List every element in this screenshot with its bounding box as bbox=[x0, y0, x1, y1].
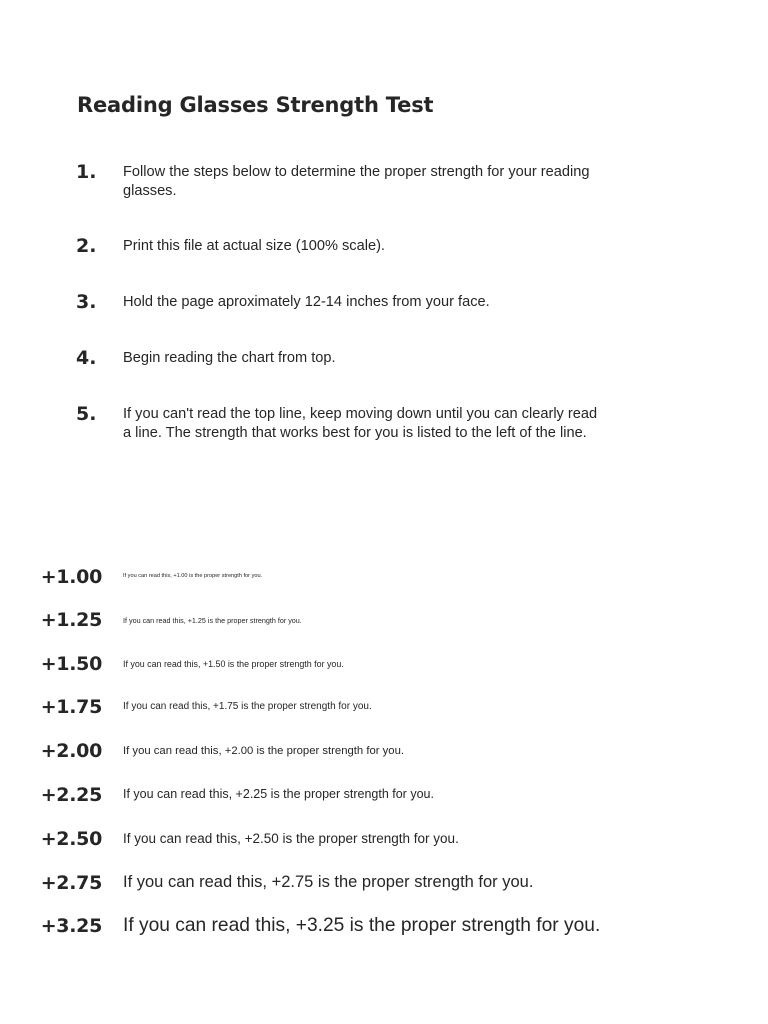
strength-label: +1.00 bbox=[40, 566, 102, 588]
step-number: 4. bbox=[76, 347, 97, 369]
sample-line: If you can read this, +1.25 is the proper strength for you. bbox=[123, 616, 302, 625]
strength-label: +1.25 bbox=[40, 609, 102, 631]
page-title: Reading Glasses Strength Test bbox=[77, 93, 434, 117]
strength-label: +2.75 bbox=[40, 872, 102, 894]
step-number: 5. bbox=[76, 403, 97, 425]
sample-line: If you can read this, +1.00 is the proper strength for you. bbox=[123, 573, 263, 579]
step-text: Hold the page aproximately 12-14 inches from your face. bbox=[123, 294, 490, 310]
step-number: 3. bbox=[76, 291, 97, 313]
sample-line: If you can read this, +2.75 is the proper strength for you. bbox=[123, 873, 534, 891]
strength-label: +1.50 bbox=[40, 653, 102, 675]
sample-line: If you can read this, +1.50 is the proper strength for you. bbox=[123, 659, 344, 669]
step-number: 1. bbox=[76, 161, 97, 183]
step-text: If you can't read the top line, keep moving down until you can clearly read a line. The strength that works best for you is listed to the left of the line. bbox=[123, 406, 598, 441]
step-number: 2. bbox=[76, 235, 97, 257]
strength-label: +1.75 bbox=[40, 696, 102, 718]
sample-line: If you can read this, +2.50 is the proper strength for you. bbox=[123, 831, 459, 846]
sample-line: If you can read this, +1.75 is the proper strength for you. bbox=[123, 701, 372, 712]
sample-line: If you can read this, +2.25 is the proper strength for you. bbox=[123, 787, 434, 801]
sample-line: If you can read this, +2.00 is the proper strength for you. bbox=[123, 745, 405, 757]
strength-label: +2.00 bbox=[40, 740, 102, 762]
step-text: Print this file at actual size (100% scale). bbox=[123, 238, 385, 254]
strength-label: +2.25 bbox=[40, 784, 102, 806]
sample-line: If you can read this, +3.25 is the proper strength for you. bbox=[123, 915, 601, 936]
step-text: Begin reading the chart from top. bbox=[123, 350, 336, 366]
step-text: Follow the steps below to determine the proper strength for your reading glasses. bbox=[123, 164, 590, 199]
strength-label: +2.50 bbox=[40, 828, 102, 850]
strength-label: +3.25 bbox=[40, 915, 102, 937]
